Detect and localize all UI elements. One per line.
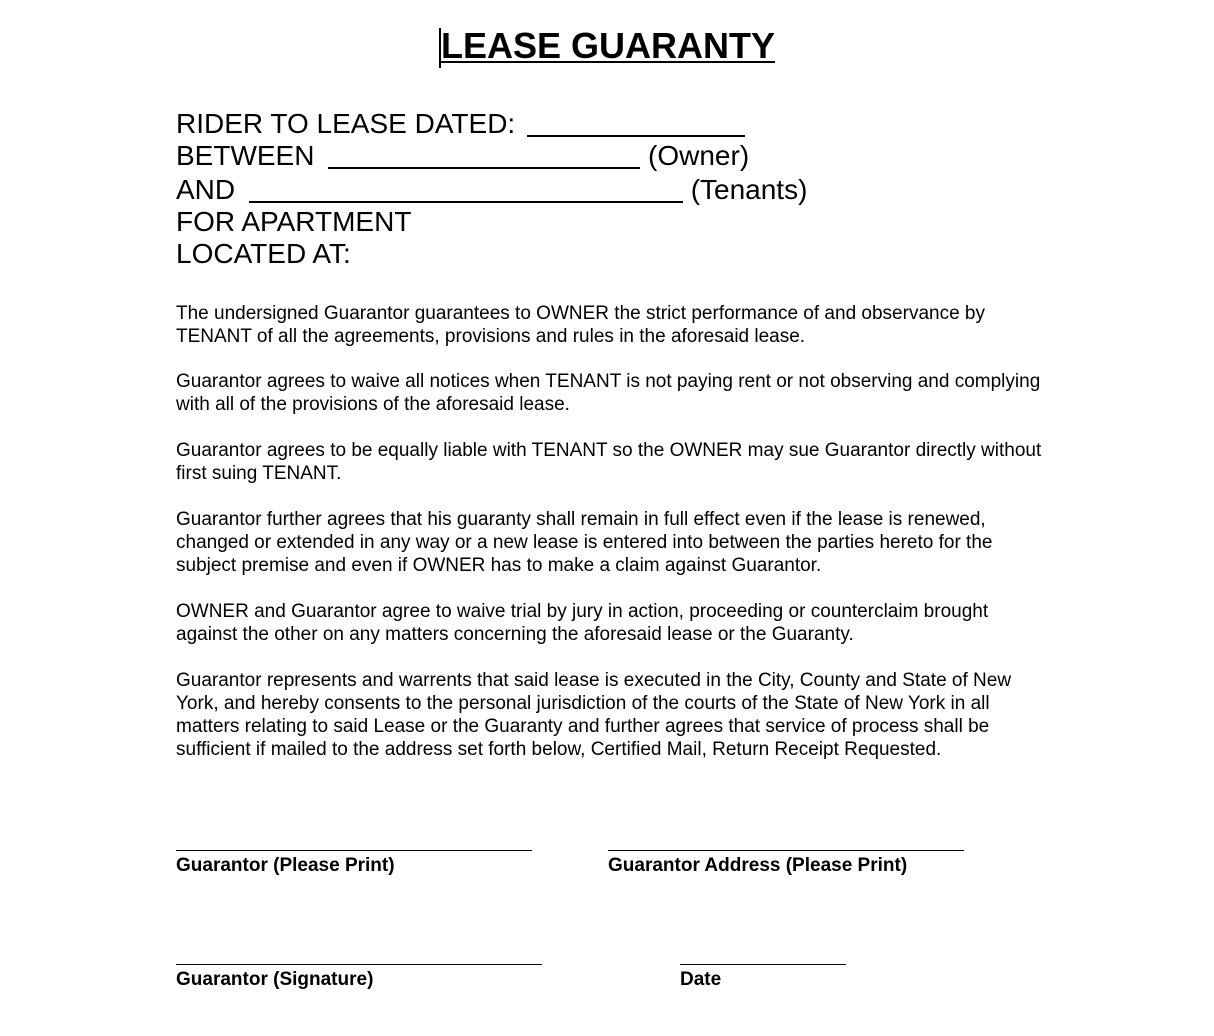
guarantor-address-label: Guarantor Address (Please Print) [608, 855, 908, 876]
date-label: Date [680, 969, 722, 990]
guarantor-address-line[interactable] [608, 850, 964, 851]
guarantor-signature-label: Guarantor (Signature) [176, 969, 374, 990]
between-line [176, 140, 749, 172]
paragraph-equally-liable: Guarantor agrees to be equally liable with TENANT so the OWNER may sue Guarantor directly without first suing TENANT. [176, 440, 1042, 484]
apartment-label: FOR APARTMENT [176, 206, 412, 237]
lease-date-blank[interactable] [527, 111, 745, 137]
date-line[interactable] [680, 964, 846, 965]
between-label: BETWEEN [176, 140, 315, 171]
owner-suffix: (Owner) [648, 140, 750, 171]
tenants-name-blank[interactable] [249, 177, 683, 203]
and-label: AND [176, 174, 236, 205]
paragraph-full-effect: Guarantor further agrees that his guaranty shall remain in full effect even if the lease is renewed, changed or extended in any way or a new lease is entered into between the parties hereto for the subject premise and even if OWNER has to make a claim against Guarantor. [176, 509, 993, 576]
paragraph-jury-waiver: OWNER and Guarantor agree to waive trial by jury in action, proceeding or counterclaim brought against the other on any matters concerning the aforesaid lease or the Guaranty. [176, 601, 989, 645]
paragraph-performance: The undersigned Guarantor guarantees to OWNER the strict performance of and observance by TENANT of all the agreements, provisions and rules in the aforesaid lease. [176, 303, 985, 347]
paragraph-waive-notices: Guarantor agrees to waive all notices when TENANT is not paying rent or not observing and complying with all of the provisions of the aforesaid lease. [176, 371, 1041, 415]
document-title [441, 26, 777, 66]
document-title-text: LEASE GUARANTY [441, 25, 776, 66]
guarantor-print-line[interactable] [176, 850, 532, 851]
tenants-suffix: (Tenants) [690, 174, 808, 205]
located-label: LOCATED AT: [176, 238, 351, 269]
text-cursor [439, 28, 441, 68]
owner-name-blank[interactable] [328, 143, 640, 169]
and-line [176, 174, 807, 206]
rider-line [176, 108, 745, 140]
apartment-line [176, 206, 411, 238]
rider-label: RIDER TO LEASE DATED: [176, 108, 516, 139]
paragraph-jurisdiction: Guarantor represents and warrents that said lease is executed in the City, County and State of New York, and hereby consents to the personal jurisdiction of the courts of the State of New York in all matters relating to said Lease or the Guaranty and further agrees that service of process shall be sufficient if mailed to the address set forth below, Certified Mail, Return Receipt Requested. [176, 670, 1012, 760]
located-line [176, 238, 351, 270]
guarantor-signature-line[interactable] [176, 964, 542, 965]
guarantor-print-label: Guarantor (Please Print) [176, 855, 395, 876]
